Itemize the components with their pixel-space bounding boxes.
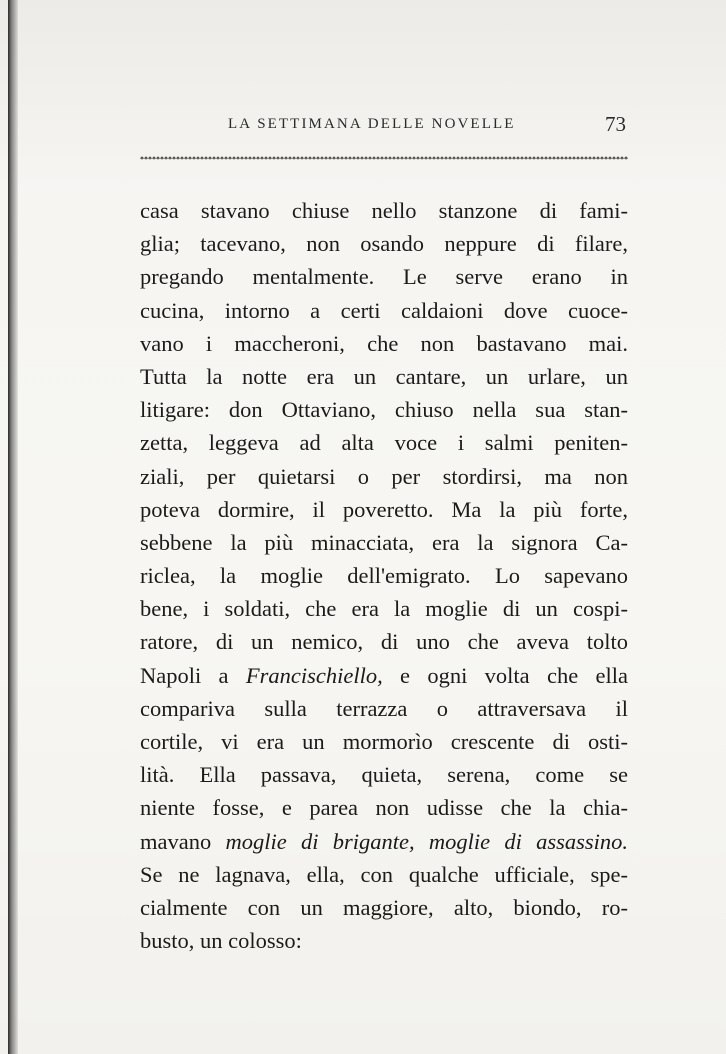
text-span: glia; tacevano, non osando neppure di filare, xyxy=(140,231,628,257)
text-span: zetta, leggeva ad alta voce i salmi peniten- xyxy=(140,430,628,456)
text-span: casa stavano chiuse nello stanzone di fami- xyxy=(140,198,628,223)
text-line xyxy=(140,526,628,559)
text-line xyxy=(140,493,628,526)
text-line xyxy=(140,194,628,227)
text-line xyxy=(140,260,628,293)
text-line xyxy=(140,460,628,493)
text-line xyxy=(140,592,628,625)
body-text xyxy=(140,194,628,957)
text-line xyxy=(140,294,628,327)
text-span: riclea, la moglie dell'emigrato. Lo sapevano xyxy=(140,563,628,589)
text-span: niente fosse, e parea non udisse che la chia- xyxy=(140,795,628,821)
text-line xyxy=(140,559,628,592)
text-span: Napoli a xyxy=(140,662,246,688)
text-line xyxy=(140,858,628,891)
binding-edge-shadow xyxy=(8,0,18,1054)
text-line xyxy=(140,758,628,791)
text-span: cortile, vi era un mormorìo crescente di osti- xyxy=(140,729,628,754)
running-title: LA SETTIMANA DELLE NOVELLE xyxy=(228,116,516,132)
text-span: litigare: don Ottaviano, chiuso nella sua stan- xyxy=(140,397,628,423)
text-span: ratore, di un nemico, di uno che aveva tolto xyxy=(140,629,628,655)
text-span: e ogni volta che ella xyxy=(382,662,628,688)
text-span: bene, i soldati, che era la moglie di un cospi- xyxy=(140,596,628,622)
text-span: Se ne lagnava, ella, con qualche ufficiale, spe- xyxy=(140,861,628,887)
text-line xyxy=(140,327,628,360)
text-line xyxy=(140,227,628,260)
text-span: lità. Ella passava, quieta, serena, come se xyxy=(140,762,628,788)
text-line xyxy=(140,924,628,957)
text-span: cucina, intorno a certi caldaioni dove cuoce- xyxy=(140,297,628,323)
running-head xyxy=(228,112,628,142)
text-span: compariva sulla terrazza o attraversava il xyxy=(140,695,628,721)
page-number: 73 xyxy=(605,112,626,136)
text-line xyxy=(140,625,628,658)
text-line xyxy=(140,426,628,459)
italic-text-span: moglie di brigante, moglie di assassino. xyxy=(225,828,628,854)
ornamental-rule xyxy=(140,154,628,163)
text-span: vano i maccheroni, che non bastavano mai. xyxy=(140,330,628,356)
text-line xyxy=(140,891,628,924)
text-span: pregando mentalmente. Le serve erano in xyxy=(140,264,628,290)
text-span: ziali, per quietarsi o per stordirsi, ma non xyxy=(140,463,628,489)
text-span: sebbene la più minacciata, era la signora Ca- xyxy=(140,529,628,555)
text-span: poteva dormire, il poveretto. Ma la più forte, xyxy=(140,496,628,522)
text-line xyxy=(140,659,628,692)
text-span: Tutta la notte era un cantare, un urlare, un xyxy=(140,363,628,389)
text-line xyxy=(140,360,628,393)
text-span: mavano xyxy=(140,828,226,854)
text-line xyxy=(140,825,628,858)
text-span: cialmente con un maggiore, alto, biondo, ro- xyxy=(140,894,628,920)
italic-text-span: Francischiello, xyxy=(245,662,383,688)
text-line xyxy=(140,393,628,426)
text-line xyxy=(140,725,628,758)
text-line xyxy=(140,791,628,824)
text-line xyxy=(140,692,628,725)
text-span: busto, un colosso: xyxy=(140,928,302,954)
